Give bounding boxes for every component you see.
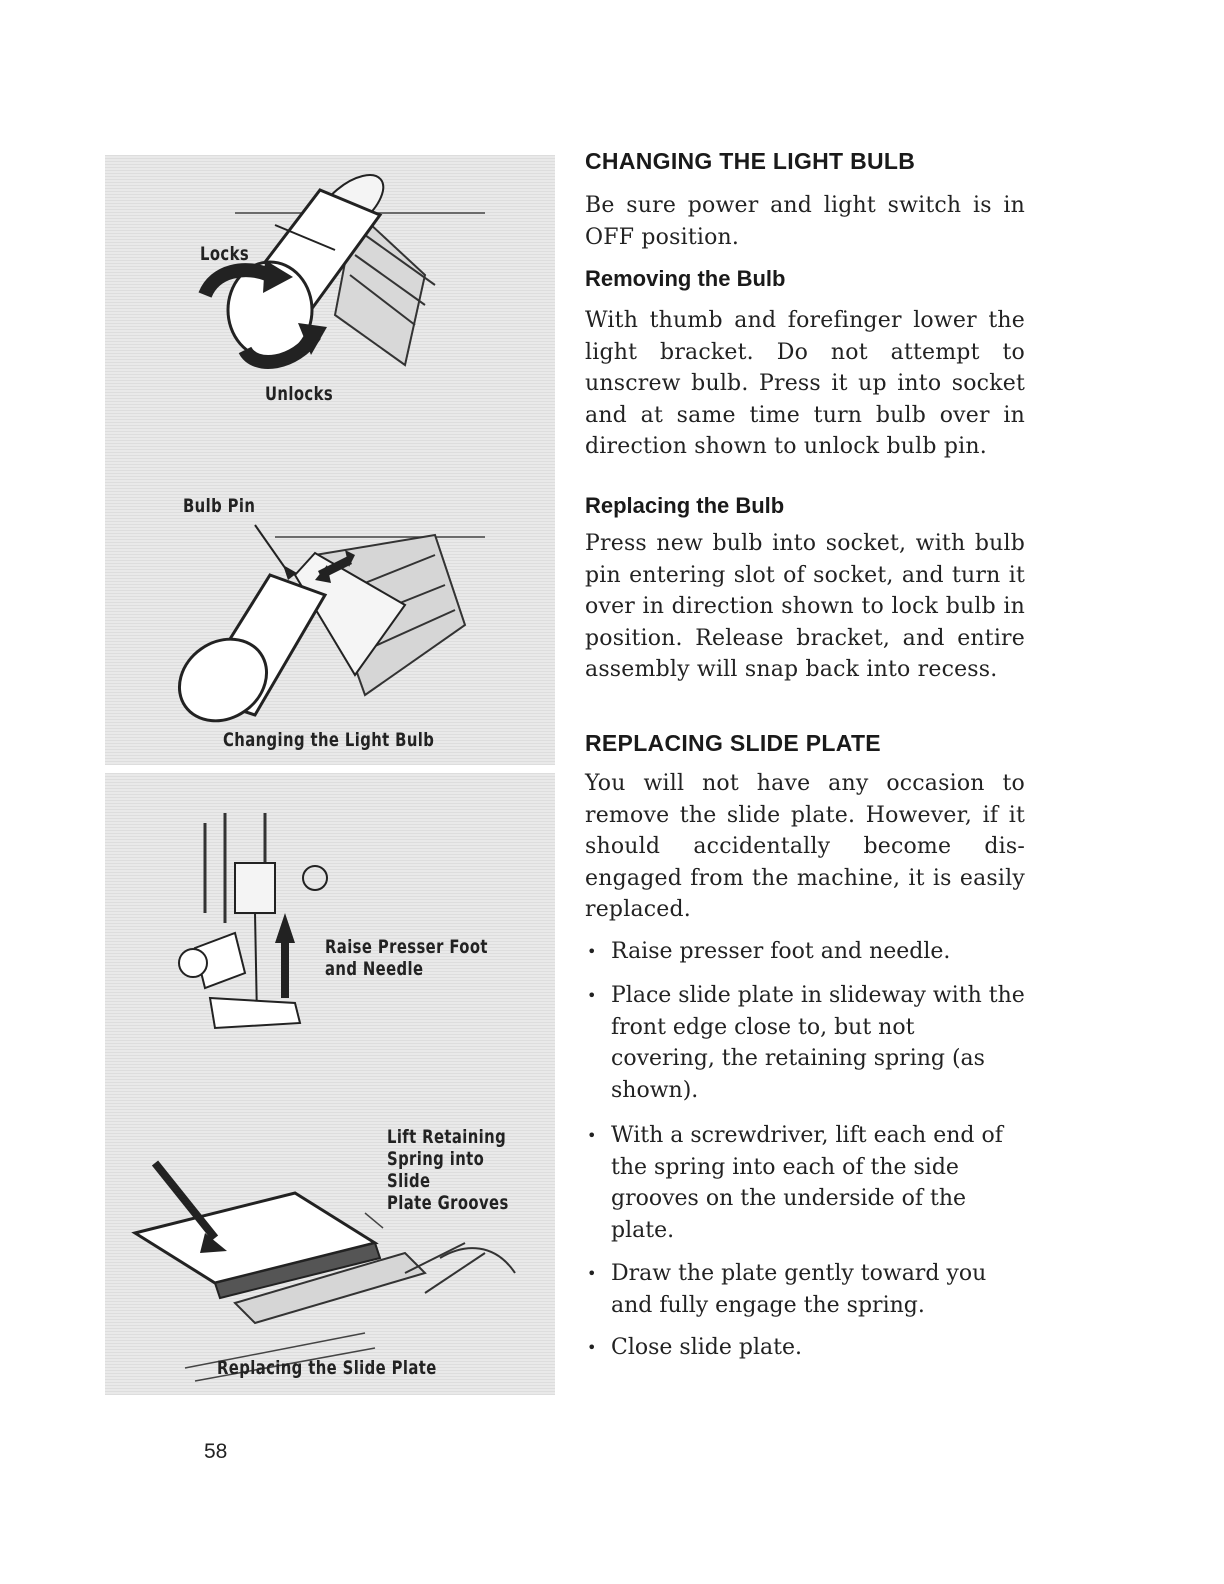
figure-caption-light-bulb: Changing the Light Bulb (223, 729, 435, 751)
list-item: • Close slide plate. (585, 1332, 1025, 1364)
heading-replacing-slide-plate: REPLACING SLIDE PLATE (585, 730, 881, 756)
label-unlocks: Unlocks (265, 383, 334, 405)
slide-plate-intro-paragraph: You will not have any occasion to remove the slide plate. However, if it should accidentally become dis-engaged from the machine, it is easily replaced. (585, 771, 1025, 922)
label-raise-presser-foot: Raise Presser Foot and Needle (325, 936, 488, 980)
label-lift-retaining-spring: Lift Retaining Spring into Slide Plate Grooves (387, 1126, 509, 1214)
list-item: • Raise presser foot and needle. (585, 936, 1025, 968)
heading-changing-light-bulb: CHANGING THE LIGHT BULB (585, 148, 916, 174)
label-bulb-pin: Bulb Pin (183, 495, 256, 517)
list-item: • Draw the plate gently toward you and fully engage the spring. (585, 1258, 1025, 1321)
light-bulb-illustration (105, 155, 555, 765)
page-number: 58 (204, 1440, 228, 1463)
replacing-bulb-paragraph: Press new bulb into socket, with bulb pin entering slot of socket, and turn it over in direction shown to lock bulb in position. Release bracket, and entire assembly will snap back into recess. (585, 531, 1025, 682)
bullet-icon: • (587, 1264, 597, 1283)
figure-changing-light-bulb (105, 155, 555, 765)
slide-plate-illustration (105, 773, 555, 1395)
subheading-removing-bulb: Removing the Bulb (585, 266, 786, 291)
subheading-replacing-bulb: Replacing the Bulb (585, 493, 785, 518)
label-locks: Locks (200, 243, 250, 265)
list-item: • Place slide plate in slideway with the front edge close to, but not covering, the retaining spring (as shown). (585, 980, 1025, 1106)
bullet-icon: • (587, 1338, 597, 1357)
list-item: • With a screwdriver, lift each end of the spring into each of the side grooves on the underside of the plate. (585, 1120, 1025, 1246)
removing-bulb-paragraph: With thumb and forefinger lower the light bracket. Do not attempt to unscrew bulb. Press it up into socket and at same time turn bulb over in direction shown to unlock bulb pin. (585, 308, 1025, 459)
figure-caption-slide-plate: Replacing the Slide Plate (217, 1357, 437, 1379)
figure-replacing-slide-plate (105, 773, 555, 1395)
bullet-icon: • (587, 986, 597, 1005)
bullet-icon: • (587, 942, 597, 961)
intro-paragraph: Be sure power and light switch is in OFF position. (585, 193, 1025, 250)
bullet-icon: • (587, 1126, 597, 1145)
